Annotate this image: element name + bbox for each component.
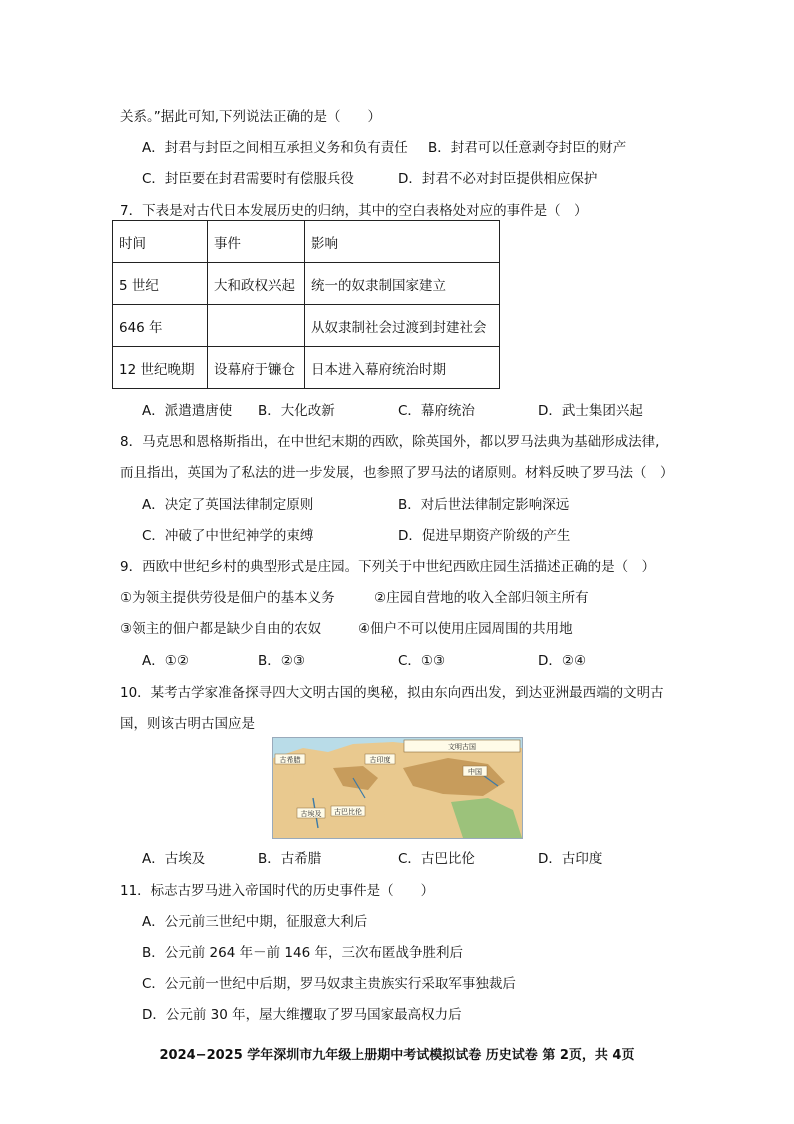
table-cell: 日本进入幕府统治时期	[305, 347, 500, 389]
q11-option-d[interactable]: D．公元前 30 年，屋大维攫取了罗马国家最高权力后	[142, 1007, 462, 1023]
table-header-cell: 事件	[208, 221, 305, 263]
q10-option-c[interactable]: C．古巴比伦	[398, 851, 475, 867]
q9-statement-2: ②庄园自营地的收入全部归领主所有	[374, 590, 589, 606]
q11-stem: 11．标志古罗马进入帝国时代的历史事件是（ ）	[120, 883, 435, 899]
q8-option-c[interactable]: C．冲破了中世纪神学的束缚	[142, 528, 314, 544]
q9-option-c[interactable]: C．①③	[398, 653, 446, 669]
q10-stem-line2: 国，则该古明古国应是	[120, 716, 255, 732]
map-label-greece: 古希腊	[279, 756, 301, 764]
q8-stem-line1: 8．马克思和恩格斯指出，在中世纪末期的西欧，除英国外，都以罗马法典为基础形成法律,	[120, 434, 660, 450]
q10-option-b[interactable]: B．古希腊	[258, 851, 322, 867]
q7-option-b[interactable]: B．大化改新	[258, 403, 335, 419]
table-cell: 大和政权兴起	[208, 263, 305, 305]
map-label-babylon: 古巴比伦	[334, 808, 362, 816]
table-row	[113, 263, 500, 305]
q8-option-d[interactable]: D．促进早期资产阶级的产生	[398, 528, 571, 544]
q6-option-d[interactable]: D．封君不必对封臣提供相应保护	[398, 171, 598, 187]
q9-option-b[interactable]: B．②③	[258, 653, 305, 669]
table-cell-blank	[208, 305, 305, 347]
q9-option-d[interactable]: D．②④	[538, 653, 587, 669]
table-cell: 12 世纪晚期	[113, 347, 208, 389]
q11-option-c[interactable]: C．公元前一世纪中后期，罗马奴隶主贵族实行采取军事独裁后	[142, 976, 516, 992]
q6-option-b[interactable]: B．封君可以任意剥夺封臣的财产	[428, 140, 627, 156]
q7-option-c[interactable]: C．幕府统治	[398, 403, 475, 419]
map-title: 文明古国	[448, 743, 476, 751]
map-label-egypt: 古埃及	[300, 810, 322, 818]
q7-table	[112, 220, 500, 389]
civilizations-map	[272, 737, 523, 839]
q6-options-row2	[142, 167, 742, 187]
q6-option-c[interactable]: C．封臣要在封君需要时有偿服兵役	[142, 171, 354, 187]
q7-option-a[interactable]: A．派遣遣唐使	[142, 403, 233, 419]
page-footer: 2024−2025 学年深圳市九年级上册期中考试模拟试卷 历史试卷 第 2页，共 4页	[159, 1048, 635, 1063]
q10-option-a[interactable]: A．古埃及	[142, 851, 206, 867]
table-row	[113, 305, 500, 347]
map-image	[273, 738, 522, 838]
q8-option-a[interactable]: A．决定了英国法律制定原则	[142, 497, 314, 513]
q9-statements-row2	[120, 617, 720, 637]
q9-stem: 9．西欧中世纪乡村的典型形式是庄园。下列关于中世纪西欧庄园生活描述正确的是（ ）	[120, 559, 656, 575]
table-header-cell: 时间	[113, 221, 208, 263]
map-label-india: 古印度	[369, 756, 391, 764]
table-cell: 5 世纪	[113, 263, 208, 305]
q9-statements-row1	[120, 586, 720, 606]
q9-options	[142, 649, 702, 669]
q10-stem-line1: 10．某考古学家准备探寻四大文明古国的奥秘，拟由东向西出发，到达亚洲最西端的文明古	[120, 685, 664, 701]
table-cell: 统一的奴隶制国家建立	[305, 263, 500, 305]
q7-stem: 7．下表是对古代日本发展历史的归纳，其中的空白表格处对应的事件是（ ）	[120, 203, 588, 219]
q7-option-d[interactable]: D．武士集团兴起	[538, 403, 643, 419]
table-cell: 设幕府于镰仓	[208, 347, 305, 389]
table-header-cell: 影响	[305, 221, 500, 263]
q11-option-b[interactable]: B．公元前 264 年－前 146 年，三次布匿战争胜利后	[142, 945, 463, 961]
q7-options	[142, 399, 702, 419]
q6-option-a[interactable]: A．封君与封臣之间相互承担义务和负有责任	[142, 140, 408, 156]
q9-statement-4: ④佃户不可以使用庄园周围的共用地	[358, 621, 573, 637]
q10-options	[142, 847, 702, 867]
q11-option-a[interactable]: A．公元前三世纪中期，征服意大利后	[142, 914, 368, 930]
table-header-row	[113, 221, 500, 263]
q9-option-a[interactable]: A．①②	[142, 653, 189, 669]
q8-options-row1	[142, 493, 742, 513]
table-cell: 从奴隶制社会过渡到封建社会	[305, 305, 500, 347]
table-cell: 646 年	[113, 305, 208, 347]
q8-stem-line2: 而且指出，英国为了私法的进一步发展，也参照了罗马法的诸原则。材料反映了罗马法（ ）	[120, 465, 674, 481]
table-row	[113, 347, 500, 389]
q9-statement-1: ①为领主提供劳役是佃户的基本义务	[120, 590, 335, 606]
q9-statement-3: ③领主的佃户都是缺少自由的农奴	[120, 621, 322, 637]
q6-stem-tail: 关系。”据此可知,下列说法正确的是（ ）	[120, 109, 382, 125]
q8-option-b[interactable]: B．对后世法律制定影响深远	[398, 497, 570, 513]
q10-option-d[interactable]: D．古印度	[538, 851, 603, 867]
q6-options-row1	[142, 136, 742, 156]
q8-options-row2	[142, 524, 742, 544]
map-label-china: 中国	[468, 768, 482, 776]
